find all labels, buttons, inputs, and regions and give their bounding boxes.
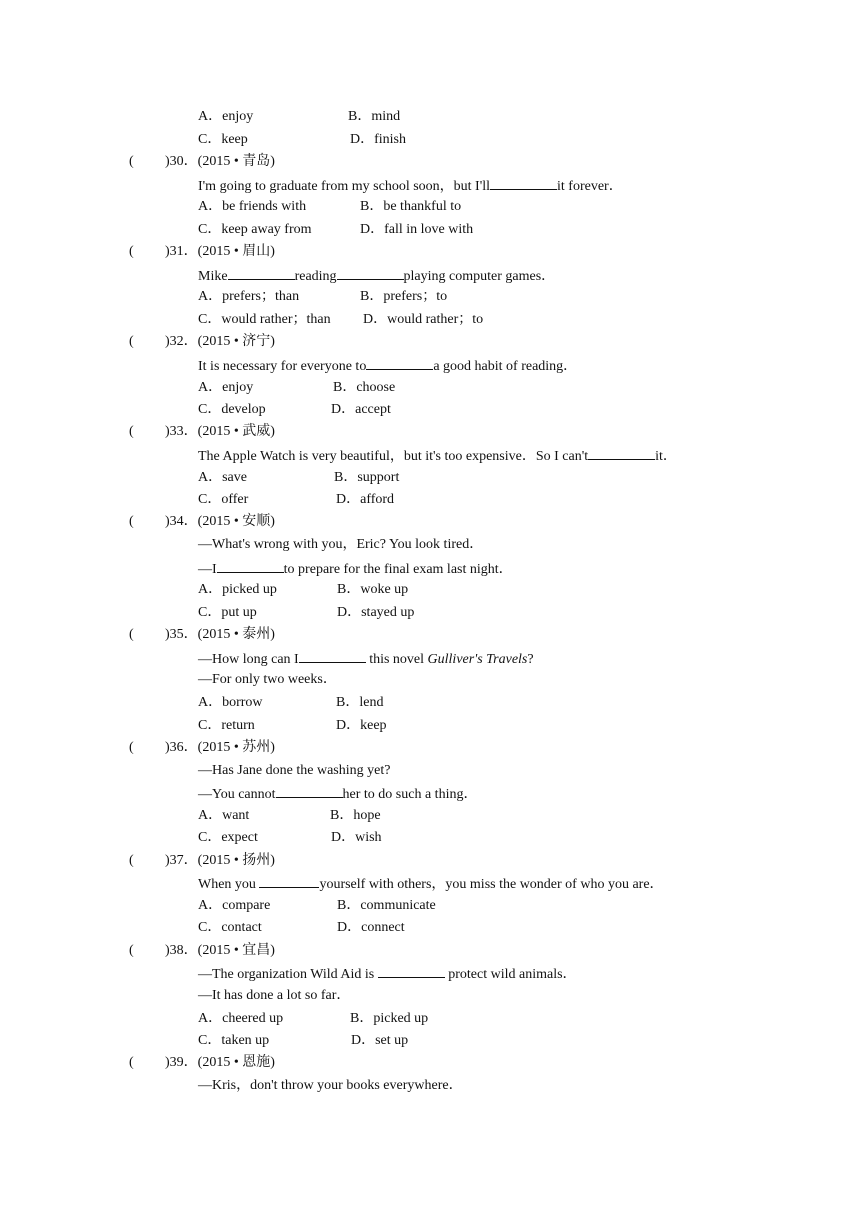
dialogue-line: —The organization Wild Aid is protect wild animals． [198,964,577,984]
option-a: A．compare [198,898,271,913]
option-d: D．keep [336,718,387,733]
question-stem: Mike reading playing computer games． [198,266,555,286]
option-c: C．contact [198,920,262,935]
option-b: B．lend [336,695,384,710]
option-d: D．stayed up [337,605,415,620]
option-a: A．save [198,470,247,485]
option-d: D．set up [351,1033,409,1048]
question-number: )38．(2015 • 宜昌) [165,943,275,958]
question-number: )33．(2015 • 武威) [165,424,275,439]
answer-blank [378,964,445,978]
question-number: )32．(2015 • 济宁) [165,334,275,349]
answer-blank [337,266,404,280]
question-stem: The Apple Watch is very beautiful，but it's too expensive．So I can't it． [198,446,677,466]
question-number: )31．(2015 • 眉山) [165,244,275,259]
q29-option-b: B．mind [348,109,401,124]
answer-paren: ( [129,943,134,958]
question-number: )37．(2015 • 扬州) [165,853,275,868]
option-d: D．fall in love with [360,222,474,237]
book-title: Gulliver's Travels [427,652,528,667]
option-d: D．accept [331,402,391,417]
option-a: A．cheered up [198,1011,284,1026]
question-stem: I'm going to graduate from my school soon，but I'll it forever． [198,176,623,196]
option-c: C．return [198,718,255,733]
q29-option-c: C．keep [198,132,248,147]
answer-paren: ( [129,740,134,755]
option-c: C．expect [198,830,258,845]
question-number: )34．(2015 • 安顺) [165,514,275,529]
option-b: B．be thankful to [360,199,462,214]
question-number: )35．(2015 • 泰州) [165,627,275,642]
option-a: A．prefers；than [198,289,300,304]
answer-paren: ( [129,627,134,642]
dialogue-line: —Has Jane done the washing yet? [198,763,391,778]
q29-option-a: A．enjoy [198,109,254,124]
question-number: )39．(2015 • 恩施) [165,1055,275,1070]
answer-paren: ( [129,334,134,349]
option-b: B．picked up [350,1011,429,1026]
answer-blank [259,874,319,888]
option-c: C．offer [198,492,249,507]
option-b: B．communicate [337,898,436,913]
question-number: )36．(2015 • 苏州) [165,740,275,755]
dialogue-line: —For only two weeks． [198,672,337,687]
option-a: A．enjoy [198,380,254,395]
option-a: A．picked up [198,582,277,597]
option-c: C．would rather；than [198,312,331,327]
option-c: C．develop [198,402,266,417]
q29-option-d: D．finish [350,132,406,147]
option-d: D．connect [337,920,405,935]
option-d: D．afford [336,492,395,507]
question-stem: It is necessary for everyone to a good habit of reading． [198,356,577,376]
answer-paren: ( [129,424,134,439]
question-number: )30．(2015 • 青岛) [165,154,275,169]
question-stem: When you yourself with others，you miss the wonder of who you are． [198,874,664,894]
option-c: C．keep away from [198,222,312,237]
answer-paren: ( [129,853,134,868]
option-c: C．taken up [198,1033,270,1048]
dialogue-line: —Kris，don't throw your books everywhere． [198,1078,463,1093]
answer-paren: ( [129,244,134,259]
option-a: A．want [198,808,250,823]
answer-blank [588,446,655,460]
answer-paren: ( [129,514,134,529]
dialogue-line: —What's wrong with you，Eric? You look tired． [198,537,484,552]
dialogue-line: —How long can I this novel Gulliver's Travels? [198,649,534,669]
answer-blank [228,266,295,280]
answer-blank [299,649,366,663]
answer-paren: ( [129,1055,134,1070]
answer-blank [490,176,557,190]
option-b: B．woke up [337,582,409,597]
option-d: D．wish [331,830,382,845]
answer-blank [276,784,343,798]
dialogue-line: —It has done a lot so far． [198,988,351,1003]
option-b: B．choose [333,380,396,395]
answer-blank [366,356,433,370]
answer-blank [217,559,284,573]
option-d: D．would rather；to [363,312,484,327]
option-b: B．hope [330,808,381,823]
option-b: B．support [334,470,400,485]
answer-paren: ( [129,154,134,169]
option-b: B．prefers；to [360,289,448,304]
option-c: C．put up [198,605,257,620]
option-a: A．be friends with [198,199,307,214]
option-a: A．borrow [198,695,263,710]
dialogue-line: —I to prepare for the final exam last night． [198,559,513,579]
dialogue-line: —You cannot her to do such a thing． [198,784,477,804]
